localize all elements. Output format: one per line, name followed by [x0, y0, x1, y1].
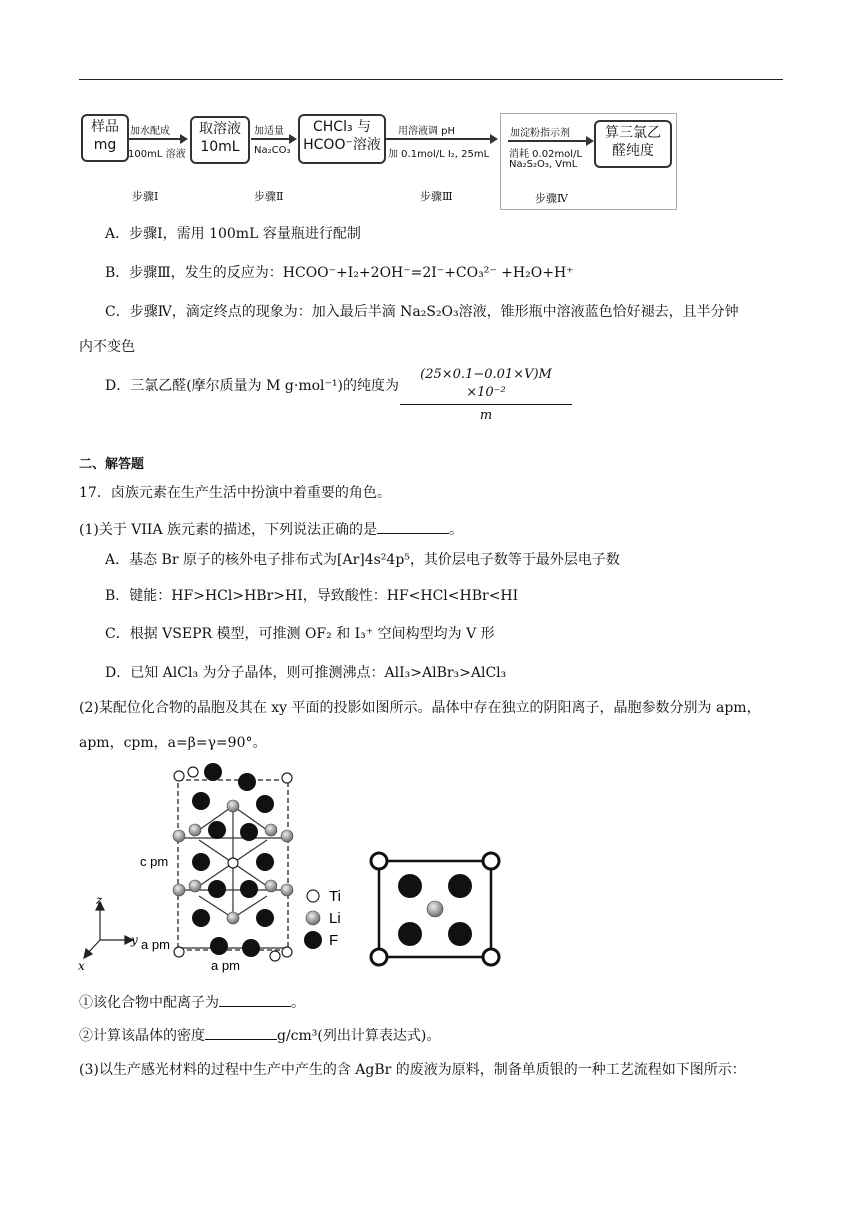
q17-part2-q1-text: ①该化合物中配离子为 — [79, 995, 219, 1011]
step-label-4: 步骤Ⅳ — [535, 192, 568, 205]
flow-arrow-3-top: 用溶液调 pH — [398, 126, 456, 137]
flow-arrow-4-top: 加淀粉指示剂 — [510, 128, 570, 139]
answer-blank — [205, 1025, 277, 1040]
flow-arrow-1-bottom: 100mL 溶液 — [128, 149, 186, 160]
flow-arrow-4-bottom-2: Na₂S₂O₃, VmL — [509, 159, 578, 170]
q16-option-a: A．步骤Ⅰ，需用 100mL 容量瓶进行配制 — [105, 226, 361, 242]
flow-box-sample-line1: 样品 — [91, 119, 119, 135]
flow-box-take-line1: 取溶液 — [199, 121, 241, 137]
axis-z-label: z — [96, 893, 103, 907]
q17-option-b: B．键能：HF>HCl>HBr>HI，导致酸性：HF<HCl<HBr<HI — [105, 588, 519, 604]
q17-part1 — [79, 519, 463, 540]
flow-arrow-2-bottom: Na₂CO₃ — [254, 145, 291, 156]
q17-part2-q2-text: ②计算该晶体的密度 — [79, 1028, 205, 1044]
flow-box-take-line2: 10mL — [200, 139, 240, 155]
flow-arrow-3-bottom: 加 0.1mol/L I₂, 25mL — [388, 149, 490, 160]
flow-arrow-2 — [251, 138, 291, 140]
legend-f-swatch — [304, 931, 322, 949]
flow-box-mixture — [298, 114, 386, 164]
q17-part2-line2: apm，cpm，a=β=γ=90°。 — [79, 735, 267, 751]
step-label-1: 步骤Ⅰ — [132, 190, 159, 203]
fraction-numerator: (25×0.1−0.01×V)M ×10⁻² — [420, 367, 552, 400]
c-pm-label: c pm — [140, 854, 169, 869]
flow-arrow-2-top: 加适量 — [254, 126, 284, 137]
a-pm-left-label: a pm — [141, 937, 170, 952]
flow-box-mixture-line1: CHCl₃ 与 — [312, 119, 372, 135]
flow-arrow-1-top: 加水配成 — [130, 126, 170, 137]
q17-part2-line1: (2)某配位化合物的晶胞及其在 xy 平面的投影如图所示。晶体中存在独立的阴阳离子，晶胞参数分别为 apm， — [79, 700, 761, 716]
legend-li-swatch — [306, 911, 320, 925]
step-label-3: 步骤Ⅲ — [420, 190, 453, 203]
axis-y-label: y — [131, 933, 138, 947]
flow-arrow-3 — [386, 138, 492, 140]
flow-box-result — [594, 120, 672, 168]
q16-option-b: B．步骤Ⅲ，发生的反应为：HCOO⁻+I₂+2OH⁻=2I⁻+CO₃²⁻ +H₂O+H⁺ — [105, 265, 574, 281]
q17-part2-q2 — [79, 1025, 440, 1046]
q16-option-d-fraction — [400, 366, 572, 425]
titanium-atoms — [174, 767, 292, 961]
q16-option-c-line2: 内不变色 — [79, 339, 135, 355]
legend-li-label: Li — [329, 910, 341, 927]
flow-box-result-line1: 算三氯乙 — [605, 125, 661, 141]
q17-part1-end: 。 — [449, 522, 464, 538]
flow-box-sample — [81, 114, 129, 162]
axis-x-label: x — [78, 959, 85, 973]
a-pm-bottom-label: a pm — [211, 958, 240, 973]
q17-part1-text: (1)关于 VIIA 族元素的描述，下列说法正确的是 — [79, 522, 378, 538]
flow-arrow-4 — [508, 140, 588, 142]
flow-box-result-line2: 醛纯度 — [612, 143, 654, 159]
legend-ti-label: Ti — [329, 888, 341, 905]
q17-part2-q1-end: 。 — [291, 995, 305, 1011]
legend-f-label: F — [329, 932, 339, 949]
q16-option-c-line1: C．步骤Ⅳ，滴定终点的现象为：加入最后半滴 Na₂S₂O₃溶液，锥形瓶中溶液蓝色恰好褪去，且半分钟 — [105, 304, 739, 320]
flow-box-take — [190, 116, 250, 164]
flow-arrow-1 — [128, 138, 182, 140]
fraction-denominator: m — [479, 408, 493, 423]
q17-part2-q1 — [79, 992, 305, 1013]
flow-arrow-4-bottom-1: 消耗 0.02mol/L — [509, 149, 583, 160]
q17-part2-q2-end: g/cm³(列出计算表达式)。 — [277, 1028, 441, 1044]
step-label-2: 步骤Ⅱ — [254, 190, 284, 203]
crystal-figure — [75, 758, 505, 973]
xy-projection — [371, 853, 499, 965]
section-title: 二、解答题 — [79, 457, 145, 472]
q17-part3: (3)以生产感光材料的过程中生产中产生的含 AgBr 的废液为原料，制备单质银的一种工艺流程如下图所示： — [79, 1062, 746, 1078]
header-rule — [79, 79, 783, 80]
q17-option-c: C．根据 VSEPR 模型，可推测 OF₂ 和 I₃⁺ 空间构型均为 V 形 — [105, 626, 495, 642]
q16-option-d: D．三氯乙醛(摩尔质量为 M g·mol⁻¹)的纯度为 — [105, 378, 399, 394]
q17-option-a: A．基态 Br 原子的核外电子排布式为[Ar]4s²4p⁵，其价层电子数等于最外层电子数 — [105, 552, 620, 568]
legend-ti-swatch — [307, 890, 319, 902]
answer-blank — [219, 992, 291, 1007]
axes — [84, 902, 133, 958]
q17-stem: 17．卤族元素在生产生活中扮演中着重要的角色。 — [79, 485, 391, 501]
answer-blank — [377, 519, 449, 534]
flow-box-mixture-line2: HCOO⁻溶液 — [303, 137, 381, 153]
flow-box-sample-line2: mg — [93, 137, 117, 153]
q17-option-d: D．已知 AlCl₃ 为分子晶体，则可推测沸点：AlI₃>AlBr₃>AlCl₃ — [105, 665, 507, 681]
fraction-bar — [400, 404, 572, 405]
